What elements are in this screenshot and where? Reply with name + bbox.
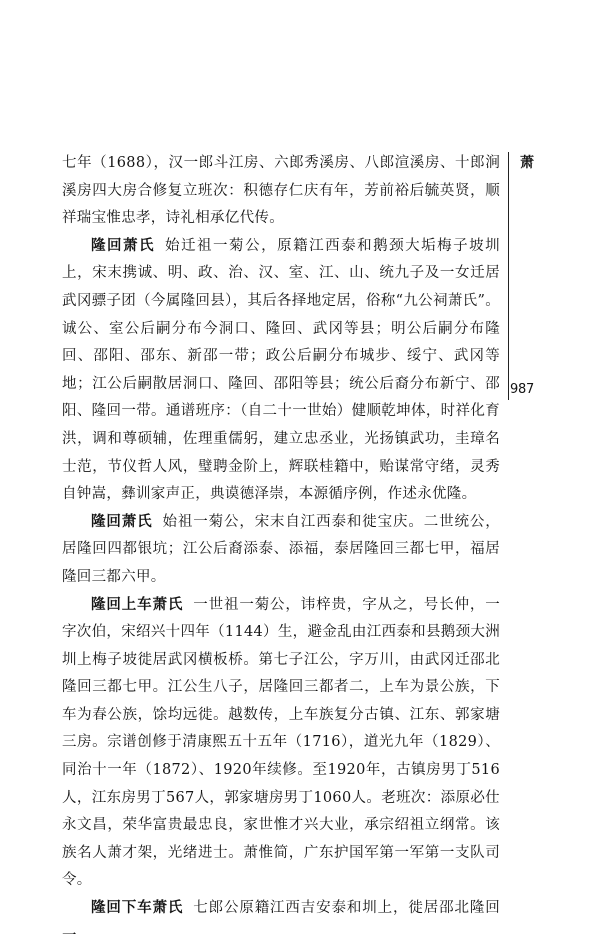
entry-longhui-xiao [62, 233, 500, 509]
entry-longhui-shangche-xiao [62, 592, 500, 896]
body-text [62, 150, 500, 950]
entry-title: 隆回下车萧氏 [91, 900, 184, 917]
entry-title: 隆回萧氏 [91, 237, 156, 254]
page-number: 987 [510, 382, 534, 397]
margin-rule [508, 152, 509, 400]
entry-longhui-xiao-2 [62, 509, 500, 592]
entry-text: 始祖一菊公，宋末自江西泰和徙宝庆。二世统公，居隆回四都银坑；江公后裔添泰、添福，泰居隆回三都七甲，福居隆回三都六甲。 [62, 513, 500, 585]
entry-text: 始迁祖一菊公，原籍江西泰和鹅颈大垢梅子坡圳上，宋末携诚、明、政、治、汉、室、江、山、统九子及一女迁居武冈骠子团（今属隆回县），其后各择地定居，俗称“九公祠萧氏”。诚公、室公后嗣分布今洞口、隆回、武冈等县；明公后嗣分布隆回、邵阳、邵东、新邵一带；政公后嗣分布城步、绥宁、武冈等地；江公后嗣散居洞口、隆回、邵阳等县；统公后裔分布新宁、邵阳、隆回一带。通谱班序：（自二十一世始）健顺乾坤体，时祥化育洪，调和尊硕辅，佐理重儒躬，建立忠丞业，光扬镇武功，圭璋名士范，节仪哲人风，璧聘金阶上，辉联桂籍中，贻谋常守绪，灵秀自钟嵩，彝训家声正，典谟德泽崇，本源循序例，作述永优隆。 [62, 237, 500, 503]
running-head: 萧 [520, 155, 534, 171]
entry-title: 隆回萧氏 [91, 513, 153, 530]
paragraph-continuation [62, 150, 500, 233]
entry-text: 七郎公原籍江西吉安泰和圳上，徙居邵北隆回一 [62, 900, 500, 944]
entry-title: 隆回上车萧氏 [91, 596, 184, 613]
paragraph-text: 七年（1688），汉一郎斗江房、六郎秀溪房、八郎渲溪房、十郎涧溪房四大房合修复立班次：积德存仁庆有年，芳前裕后毓英贤，顺祥瑞宝惟忠孝，诗礼相承亿代传。 [62, 155, 500, 227]
entry-longhui-xiache-xiao [62, 895, 500, 950]
entry-text: 一世祖一菊公，讳梓贵，字从之，号长仲，一字次伯，宋绍兴十四年（1144）生，避金乱由江西泰和县鹅颈大洲圳上梅子坡徙居武冈横板桥。第七子江公，字万川，由武冈迁邵北隆回三都七甲。江公生八子，居隆回三都者二，上车为景公族，下车为春公族，馀均远徙。越数传，上车族复分古镇、江东、郭家塘三房。宗谱创修于清康熙五十五年（1716），道光九年（1829）、同治十一年（1872）、1920年续修。至1920年，古镇房男丁516人，江东房男丁567人，郭家塘房男丁1060人。老班次：添原必仕永文昌，荣华富贵最忠良，家世惟才兴大业，承宗绍祖立纲常。该族名人萧才架，光绪进士。萧惟简，广东护国军第一军第一支队司令。 [62, 596, 500, 889]
